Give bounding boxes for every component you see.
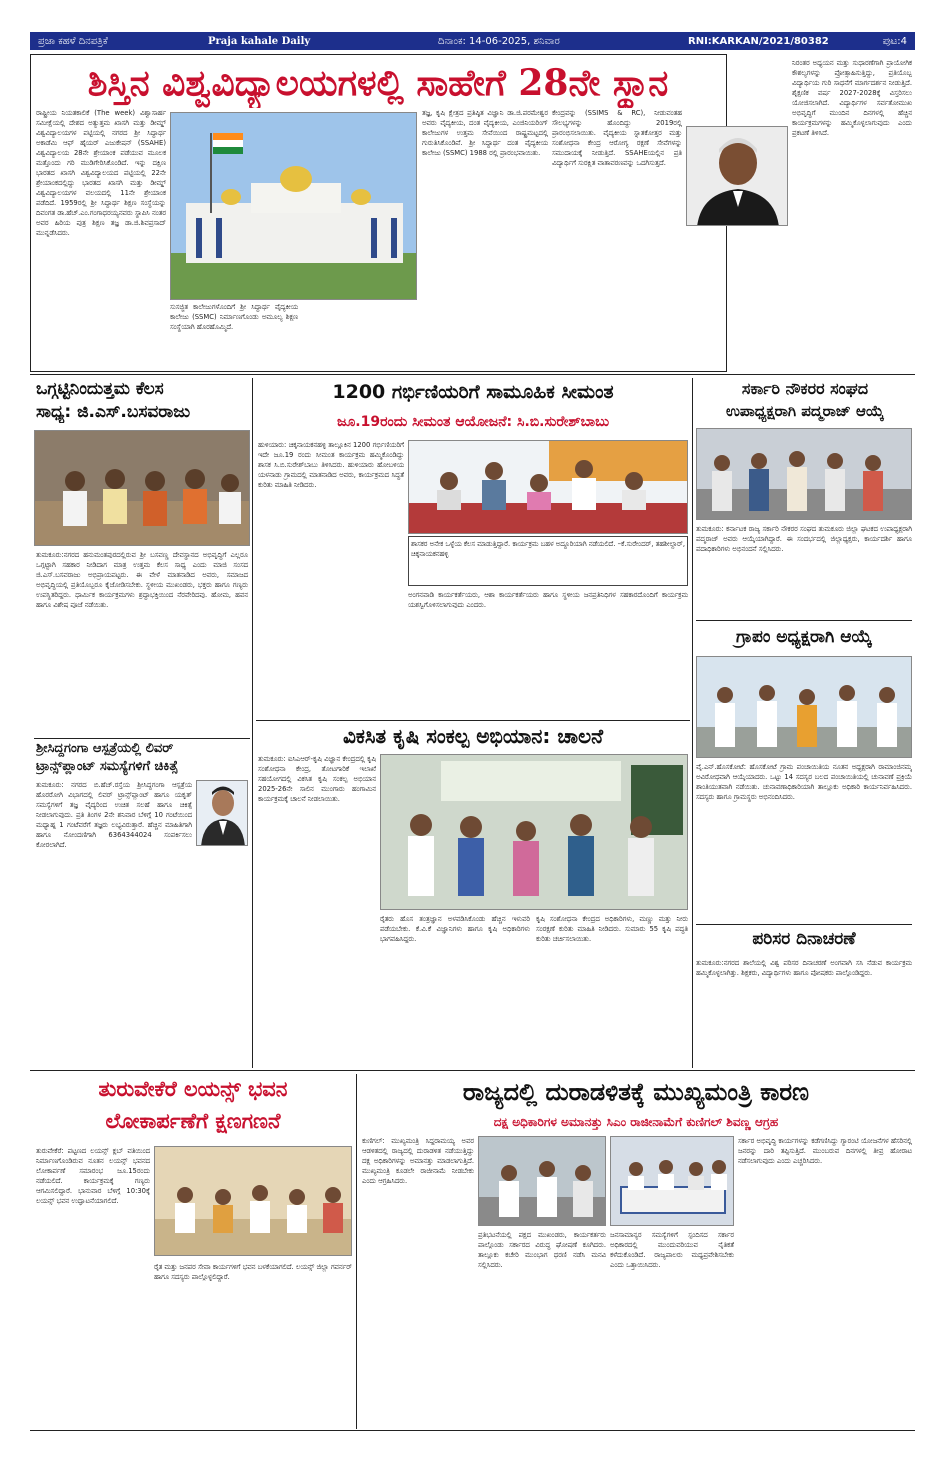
rule-col-right	[692, 378, 693, 1068]
masthead-title: Praja kahale Daily	[208, 35, 311, 47]
seemantha-body-1: ಹುಳಿಯಾರು: ಚಿಕ್ಕನಾಯಕನಹಳ್ಳಿ ತಾಲ್ಲೂಕಿನ 1200 ಗರ್ಭಿಣಿಯರಿಗೆ ಇದೇ ಜೂ.19 ರಂದು ಸೀಮಂತ ಕಾರ್ಯಕ್ರಮ ಹಮ್ಮಿಕೊಂಡಿದ್ದು ಶಾಸಕ ಸಿ.ಬಿ.ಸುರೇಶ್‌ಬಾಬು ತಿಳಿಸಿದರು. ಹುಳಿಯಾರು ಹೋಬಳಿಯ ಯಳನಾಡು ಗ್ರಾಮದಲ್ಲಿ ಮಾತನಾಡಿದ ಅವರು, ಕಾರ್ಯಕ್ರಮದ ಸಿದ್ಧತೆ ಕುರಿತು ಮಾಹಿತಿ ನೀಡಿದರು.	[258, 441, 404, 489]
lead-col1: ರಾಷ್ಟ್ರೀಯ ನಿಯತಕಾಲಿಕೆ (The week) ವಿಶ್ವಾಸಾರ್ಹ ಸಮೀಕ್ಷೆಯಲ್ಲಿ ದೇಶದ ಅತ್ಯುತ್ತಮ ಖಾಸಗಿ ಮತ್ತು ಡೀಮ್ಡ್ ವಿಶ್ವವಿದ್ಯಾಲಯಗಳ ಪಟ್ಟಿಯಲ್ಲಿ ನಗರದ ಶ್ರೀ ಸಿದ್ಧಾರ್ಥ ಅಕಾಡೆಮಿ ಆಫ್ ಹೈಯರ್ ಎಜುಕೇಷನ್ (SSAHE) ವಿಶ್ವವಿದ್ಯಾಲಯ 28ನೇ ಶ್ರೇಯಾಂಕ ಪಡೆಯುವ ಮೂಲಕ ಮತ್ತೊಂದು ಗರಿ ಮುಡಿಗೇರಿಸಿಕೊಂಡಿದೆ. ಇನ್ನು ದಕ್ಷಿಣ ಭಾರತದ ಖಾಸಗಿ ವಿಶ್ವವಿದ್ಯಾಲಯದ ಪಟ್ಟಿಯಲ್ಲಿ 22ನೇ ಶ್ರೇಯಾಂಕದಲ್ಲಿದ್ದು ಭಾರತದ ಖಾಸಗಿ ಮತ್ತು ಡೀಮ್ಡ್ ವಿಶ್ವವಿದ್ಯಾಲಯಗಳ ವಲಯದಲ್ಲಿ 11ನೇ ಶ್ರೇಯಾಂಕ ಪಡೆದಿದೆ. 1959ರಲ್ಲಿ ಶ್ರೀ ಸಿದ್ಧಾರ್ಥ ಶಿಕ್ಷಣ ಸಂಸ್ಥೆಯನ್ನು ದಿವಂಗತ ಡಾ.ಹೆಚ್.ಎಂ.ಗಂಗಾಧರಯ್ಯನವರು ಸ್ಥಾಪಿಸಿ ನಂತರ ಅವರ ಹಿರಿಯ ಪುತ್ರ ಶಿಕ್ಷಣ ತಜ್ಞ ಡಾ.ಜಿ.ಶಿವಪ್ರಸಾದ್ ಮುನ್ನಡೆಸಿದರು.	[36, 109, 166, 237]
union-photo	[696, 428, 912, 520]
lead-col3: ತಜ್ಞ, ಕೃಷಿ ಕ್ಷೇತ್ರದ ಪ್ರತಿಷ್ಠಿತ ವಿಜ್ಞಾನಿ ಡಾ.ಜಿ.ಪರಮೇಶ್ವರ ಅವರು ವೈದ್ಯಕೀಯ, ದಂತ ವೈದ್ಯಕೀಯ, ಎಂಜಿನಿಯರಿಂಗ್ ಕಾಲೇಜುಗಳ ಉತ್ತಮ ಸೇವೆಯಿಂದ ರಾಷ್ಟ್ರಮಟ್ಟದಲ್ಲಿ ಗುರುತಿಸಿಕೊಂಡಿವೆ. ಶ್ರೀ ಸಿದ್ಧಾರ್ಥ ದಂತ ವೈದ್ಯಕೀಯ ಕಾಲೇಜು (SSMC) 1988 ರಲ್ಲಿ ಪ್ರಾರಂಭವಾಯಿತು.	[422, 109, 548, 157]
cm-headline: ರಾಜ್ಯದಲ್ಲಿ ದುರಾಡಳಿತಕ್ಕೆ ಮುಖ್ಯಮಂತ್ರಿ ಕಾರಣ	[462, 1078, 810, 1106]
masthead-bar	[30, 32, 915, 50]
masthead-page: ಪುಟ:4	[882, 35, 907, 47]
lead-col5: ನಿರಂತರ ಅಧ್ಯಯನ ಮತ್ತು ಸುಧಾರಣೆಗಾಗಿ ಪ್ರಾಯೋಗಿಕ ಕೌಶಲ್ಯಗಳನ್ನು ಪ್ರೋತ್ಸಾಹಿಸುತ್ತಿದ್ದು, ಪ್ರತಿಯೊಬ್ಬ ವಿದ್ಯಾರ್ಥಿಯ ಗುರಿ ಸಾಧನೆಗೆ ಮಾರ್ಗದರ್ಶನ ನೀಡುತ್ತಿದೆ. ಶೈಕ್ಷಣಿಕ ವರ್ಷ 2027-2028ಕ್ಕೆ ವಿಸ್ತರಿಸಲು ಯೋಜಿಸಲಾಗಿದೆ. ವಿದ್ಯಾರ್ಥಿಗಳ ಸರ್ವತೋಮುಖ ಅಭಿವೃದ್ಧಿಗೆ ಮುಂದಿನ ದಿನಗಳಲ್ಲಿ ಹೆಚ್ಚಿನ ಕಾರ್ಯಕ್ರಮಗಳನ್ನು ಹಮ್ಮಿಕೊಳ್ಳಲಾಗುವುದು ಎಂದು ಪ್ರಕಟಣೆ ತಿಳಿಸಿದೆ.	[792, 59, 912, 137]
lead-headline: ಶಿಸ್ತಿನ ವಿಶ್ವವಿದ್ಯಾಲಯಗಳಲ್ಲಿ ಸಾಹೇಗೆ 28ನೇ ಸ್ಥಾನ	[87, 62, 669, 104]
krishi-headline: ವಿಕಸಿತ ಕೃಷಿ ಸಂಕಲ್ಪ ಅಭಿಯಾನ: ಚಾಲನೆ	[343, 724, 603, 748]
seemantha-body-2: ಅಂಗನವಾಡಿ ಕಾರ್ಯಕರ್ತೆಯರು, ಆಶಾ ಕಾರ್ಯಕರ್ತೆಯರು ಹಾಗೂ ಸ್ಥಳೀಯ ಜನಪ್ರತಿನಿಧಿಗಳ ಸಹಕಾರದೊಂದಿಗೆ ಕಾರ್ಯಕ್ರಮ ಯಶಸ್ವಿಗೊಳಿಸಲಾಗುವುದು ಎಂದರು.	[408, 591, 688, 609]
lead-col4: ಕೇಂದ್ರವನ್ನು (SSIMS & RC), ನೀಡುವಂತಹ ಸೌಲಭ್ಯಗಳನ್ನು ಹೊಂದಿದ್ದು 2019ರಲ್ಲಿ ಪ್ರಾರಂಭಿಸಲಾಯಿತು. ವೈದ್ಯಕೀಯ ಸ್ನಾತಕೋತ್ತರ ಮತ್ತು ಸಂಶೋಧನಾ ಕೇಂದ್ರ ಆರೋಗ್ಯ ರಕ್ಷಣೆ ಸೇವೆಗಳನ್ನು ಸಮುದಾಯಕ್ಕೆ ನೀಡುತ್ತಿದೆ. SSAHEಯಲ್ಲಿನ ಪ್ರತಿ ವಿದ್ಯಾರ್ಥಿಗೆ ಸುರಕ್ಷಿತ ವಾತಾವರಣವನ್ನು ಒದಗಿಸುತ್ತದೆ.	[552, 109, 682, 167]
liver-headline-2: ಟ್ರಾನ್ಸ್‌ಪ್ಲಾಂಟ್ ಸಮಸ್ಯೆಗಳಿಗೆ ಚಿಕಿತ್ಸೆ	[36, 759, 179, 774]
work-photo	[34, 430, 250, 546]
grama-body: ವೈ.ಎನ್.ಹೊಸಕೋಟೆ: ಹೊಸಕೋಟೆ ಗ್ರಾಮ ಪಂಚಾಯಿತಿಯ ನೂತನ ಅಧ್ಯಕ್ಷರಾಗಿ ರಾಮಾಂಜಿನಮ್ಮ ಅವಿರೋಧವಾಗಿ ಆಯ್ಕೆಯಾದರು. ಒಟ್ಟು 14 ಸದಸ್ಯರ ಬಲದ ಪಂಚಾಯಿತಿಯಲ್ಲಿ ಚುನಾವಣೆ ಪ್ರಕ್ರಿಯೆ ಶಾಂತಿಯುತವಾಗಿ ನಡೆಯಿತು. ಚುನಾವಣಾಧಿಕಾರಿಯಾಗಿ ತಾಲ್ಲೂಕು ಅಧಿಕಾರಿ ಕಾರ್ಯನಿರ್ವಹಿಸಿದರು. ಸದಸ್ಯರು ಹಾಗೂ ಗ್ರಾಮಸ್ಥರು ಅಭಿನಂದಿಸಿದರು.	[696, 763, 912, 801]
liver-headline-1: ಶ್ರೀಸಿದ್ದಗಂಗಾ ಆಸ್ಪತ್ರೆಯಲ್ಲಿ ಲಿವರ್	[36, 741, 174, 756]
seemantha-photo	[408, 440, 688, 534]
rule-col-left	[252, 378, 253, 1068]
lions-headline-2: ಲೋಕಾರ್ಪಣೆಗೆ ಕ್ಷಣಗಣನೆ	[105, 1109, 281, 1133]
grama-headline: ಗ್ರಾಪಂ ಅಧ್ಯಕ್ಷರಾಗಿ ಆಯ್ಕೆ	[736, 627, 872, 647]
env-headline: ಪರಿಸರ ದಿನಾಚರಣೆ	[752, 929, 856, 949]
rule-liver-top	[34, 738, 250, 739]
masthead-left: ಪ್ರಜಾ ಕಹಳೆ ದಿನಪತ್ರಿಕೆ	[38, 35, 108, 47]
seemantha-subhead: ಜೂ.19ರಂದು ಸೀಮಂತ ಆಯೋಜನೆ: ಸಿ.ಬಿ.ಸುರೇಶ್‌ಬಾಬು	[336, 414, 610, 430]
seemantha-caption: ಶಾಸಕರ ಅನೇಕ ಒಳ್ಳೆಯ ಕೆಲಸ ಮಾಡುತ್ತಿದ್ದಾರೆ. ಕಾರ್ಯಕ್ರಮ ಬಹಳ ಅದ್ಧೂರಿಯಾಗಿ ನಡೆಯಲಿದೆ. –ಕೆ.ಸುರೇಂದರ್, ತಹಶೀಲ್ದಾರ್, ಚಿಕ್ಕನಾಯಕನಹಳ್ಳಿ	[408, 536, 688, 586]
university-photo	[170, 112, 417, 300]
rule-lead-bottom	[30, 374, 915, 375]
lions-photo	[154, 1146, 352, 1256]
union-headline-1: ಸರ್ಕಾರಿ ನೌಕರರ ಸಂಘದ	[741, 379, 869, 398]
cm-body-2: ಪ್ರತಿಭಟನೆಯಲ್ಲಿ ಪಕ್ಷದ ಮುಖಂಡರು, ಕಾರ್ಯಕರ್ತರು ಪಾಲ್ಗೊಂಡು ಸರ್ಕಾರದ ವಿರುದ್ಧ ಘೋಷಣೆ ಕೂಗಿದರು. ತಾಲ್ಲೂಕು ಕಚೇರಿ ಮುಂಭಾಗ ಧರಣಿ ನಡೆಸಿ ಮನವಿ ಸಲ್ಲಿಸಿದರು.	[478, 1231, 606, 1269]
doctor-photo	[196, 780, 248, 846]
rule-grama-env	[696, 924, 912, 925]
union-headline-2: ಉಪಾಧ್ಯಕ್ಷರಾಗಿ ಪದ್ಮರಾಜ್ ಆಯ್ಕೆ	[725, 402, 885, 420]
masthead-date: ದಿನಾಂಕ: 14-06-2025, ಶನಿವಾರ	[438, 35, 560, 47]
cm-subhead: ದಕ್ಷ ಅಧಿಕಾರಿಗಳ ಅಮಾನತ್ತು ಸಿಎಂ ರಾಜೀನಾಮೆಗೆ ಕುಣಿಗಲ್ ಶಿವಣ್ಣ ಆಗ್ರಹ	[493, 1115, 779, 1129]
rule-page-bottom	[30, 1430, 915, 1431]
grama-photo	[696, 656, 912, 758]
rule-mid-bottom	[30, 1070, 915, 1071]
cm-photo-2	[610, 1136, 734, 1226]
lions-body-1: ತುರುವೇಕೆರೆ: ಪಟ್ಟಣದ ಲಯನ್ಸ್ ಕ್ಲಬ್ ವತಿಯಿಂದ ನಿರ್ಮಾಣಗೊಂಡಿರುವ ನೂತನ ಲಯನ್ಸ್ ಭವನದ ಲೋಕಾರ್ಪಣೆ ಸಮಾರಂಭ ಜೂ.15ರಂದು ನಡೆಯಲಿದೆ. ಕಾರ್ಯಕ್ರಮಕ್ಕೆ ಗಣ್ಯರು ಆಗಮಿಸಲಿದ್ದಾರೆ. ಭಾನುವಾರ ಬೆಳಿಗ್ಗೆ 10:30ಕ್ಕೆ ಲಯನ್ಸ್ ಭವನ ಉದ್ಘಾಟನೆಯಾಗಲಿದೆ.	[36, 1147, 150, 1205]
masthead-rni: RNI:KARKAN/2021/80382	[688, 35, 829, 47]
krishi-body-3: ಕೃಷಿ ಸಂಶೋಧನಾ ಕೇಂದ್ರದ ಅಧಿಕಾರಿಗಳು, ಮಣ್ಣು ಮತ್ತು ನೀರು ಸಂರಕ್ಷಣೆ ಕುರಿತು ಮಾಹಿತಿ ನೀಡಿದರು. ಸುಮಾರು 55 ಕೃಷಿ ಪದ್ಧತಿ ಕುರಿತು ಚರ್ಚಿಸಲಾಯಿತು.	[536, 915, 688, 943]
work-body: ತುಮಕೂರು:ನಗರದ ಹನುಮಂತಪುರದಲ್ಲಿರುವ ಶ್ರೀ ಬಸವಣ್ಣ ದೇವಸ್ಥಾನದ ಅಭಿವೃದ್ಧಿಗೆ ಎಲ್ಲರೂ ಒಗ್ಗಟ್ಟಾಗಿ ಸಹಕಾರ ನೀಡಿದಾಗ ಮಾತ್ರ ಉತ್ತಮ ಕೆಲಸ ಸಾಧ್ಯ ಎಂದು ಮಾಜಿ ಸಂಸದ ಜಿ.ಎಸ್.ಬಸವರಾಜು ಅಭಿಪ್ರಾಯಪಟ್ಟರು. ಈ ವೇಳೆ ಮಾತನಾಡಿದ ಅವರು, ಸಮಾಜದ ಅಭಿವೃದ್ಧಿಯಲ್ಲಿ ಪ್ರತಿಯೊಬ್ಬರೂ ಕೈಜೋಡಿಸಬೇಕು. ಸ್ಥಳೀಯ ಮುಖಂಡರು, ಭಕ್ತರು ಹಾಗೂ ಗಣ್ಯರು ಉಪಸ್ಥಿತರಿದ್ದರು. ಧಾರ್ಮಿಕ ಕಾರ್ಯಕ್ರಮಗಳು ಶ್ರದ್ಧಾಭಕ್ತಿಯಿಂದ ನೆರವೇರಿದವು. ಹೋಮ, ಹವನ ಹಾಗೂ ವಿಶೇಷ ಪೂಜೆ ನಡೆಯಿತು.	[36, 551, 248, 609]
cm-body-1: ಕುಣಿಗಲ್: ಮುಖ್ಯಮಂತ್ರಿ ಸಿದ್ದರಾಮಯ್ಯ ಅವರ ಆಡಳಿತದಲ್ಲಿ ರಾಜ್ಯದಲ್ಲಿ ದುರಾಡಳಿತ ನಡೆಯುತ್ತಿದ್ದು ದಕ್ಷ ಅಧಿಕಾರಿಗಳನ್ನು ಅಮಾನತ್ತು ಮಾಡಲಾಗುತ್ತಿದೆ. ಮುಖ್ಯಮಂತ್ರಿ ಕೂಡಲೇ ರಾಜೀನಾಮೆ ನೀಡಬೇಕು ಎಂದು ಆಗ್ರಹಿಸಿದರು.	[362, 1137, 474, 1185]
work-headline-2: ಸಾಧ್ಯ: ಜಿ.ಎಸ್.ಬಸವರಾಜು	[36, 402, 191, 422]
lions-headline-1: ತುರುವೇಕೆರೆ ಲಯನ್ಸ್ ಭವನ	[98, 1077, 288, 1101]
union-body: ತುಮಕೂರು: ಕರ್ನಾಟಕ ರಾಜ್ಯ ಸರ್ಕಾರಿ ನೌಕರರ ಸಂಘದ ತುಮಕೂರು ಜಿಲ್ಲಾ ಘಟಕದ ಉಪಾಧ್ಯಕ್ಷರಾಗಿ ಪದ್ಮರಾಜ್ ಅವರು ಆಯ್ಕೆಯಾಗಿದ್ದಾರೆ. ಈ ಸಂದರ್ಭದಲ್ಲಿ ಜಿಲ್ಲಾಧ್ಯಕ್ಷರು, ಕಾರ್ಯದರ್ಶಿ ಹಾಗೂ ಪದಾಧಿಕಾರಿಗಳು ಅಭಿನಂದನೆ ಸಲ್ಲಿಸಿದರು.	[696, 525, 912, 553]
rule-bottom-split	[356, 1074, 357, 1429]
seemantha-headline: 1200 ಗರ್ಭಿಣಿಯರಿಗೆ ಸಾಮೂಹಿಕ ಸೀಮಂತ	[332, 381, 614, 403]
cm-body-3: ಜನಸಾಮಾನ್ಯರ ಸಮಸ್ಯೆಗಳಿಗೆ ಸ್ಪಂದಿಸದ ಸರ್ಕಾರ ಅಧಿಕಾರದಲ್ಲಿ ಮುಂದುವರಿಯುವ ನೈತಿಕತೆ ಕಳೆದುಕೊಂಡಿದೆ. ರಾಜ್ಯಪಾಲರು ಮಧ್ಯಪ್ರವೇಶಿಸಬೇಕು ಎಂದು ಒತ್ತಾಯಿಸಿದರು.	[610, 1231, 734, 1269]
minister-portrait	[686, 126, 788, 226]
krishi-body-1: ತುಮಕೂರು: ಐಸಿಎಆರ್-ಕೃಷಿ ವಿಜ್ಞಾನ ಕೇಂದ್ರದಲ್ಲಿ ಕೃಷಿ ಸಂಶೋಧನಾ ಕೇಂದ್ರ, ತೋಟಗಾರಿಕೆ ಇಲಾಖೆ ಸಹಯೋಗದಲ್ಲಿ ವಿಕಸಿತ ಕೃಷಿ ಸಂಕಲ್ಪ ಅಭಿಯಾನ 2025-26ನೇ ಸಾಲಿನ ಮುಂಗಾರು ಹಂಗಾಮಿನ ಕಾರ್ಯಕ್ರಮಕ್ಕೆ ಚಾಲನೆ ನೀಡಲಾಯಿತು.	[258, 755, 376, 803]
cm-body-4: ಸರ್ಕಾರ ಅಭಿವೃದ್ಧಿ ಕಾರ್ಯಗಳನ್ನು ಕಡೆಗಣಿಸಿದ್ದು ಗ್ಯಾರಂಟಿ ಯೋಜನೆಗಳ ಹೆಸರಿನಲ್ಲಿ ಜನರನ್ನು ದಾರಿ ತಪ್ಪಿಸುತ್ತಿದೆ. ಮುಂಬರುವ ದಿನಗಳಲ್ಲಿ ತೀವ್ರ ಹೋರಾಟ ನಡೆಸಲಾಗುವುದು ಎಂದು ಎಚ್ಚರಿಸಿದರು.	[738, 1137, 912, 1165]
lead-col2: ಸುಸಜ್ಜಿತ ಕಾಲೇಜುಗಳೊಂದಿಗೆ ಶ್ರೀ ಸಿದ್ಧಾರ್ಥ ವೈದ್ಯಕೀಯ ಕಾಲೇಜು (SSMC) ನಿರ್ಮಾಣಗೊಂಡು ಅಮೂಲ್ಯ ಶಿಕ್ಷಣ ಸಂಸ್ಥೆಯಾಗಿ ಹೊರಹೊಮ್ಮಿದೆ.	[170, 303, 298, 331]
work-headline-1: ಒಗ್ಗಟ್ಟಿನಿಂದುತ್ತಮ ಕೆಲಸ	[36, 379, 164, 399]
krishi-body-2: ರೈತರು ಹೊಸ ತಂತ್ರಜ್ಞಾನ ಅಳವಡಿಸಿಕೊಂಡು ಹೆಚ್ಚಿನ ಇಳುವರಿ ಪಡೆಯಬೇಕು. ಕೆ.ವಿ.ಕೆ ವಿಜ್ಞಾನಿಗಳು ಹಾಗೂ ಕೃಷಿ ಅಧಿಕಾರಿಗಳು ಭಾಗವಹಿಸಿದ್ದರು.	[380, 915, 530, 943]
env-body: ತುಮಕೂರು:ನಗರದ ಶಾಲೆಯಲ್ಲಿ ವಿಶ್ವ ಪರಿಸರ ದಿನಾಚರಣೆ ಅಂಗವಾಗಿ ಸಸಿ ನೆಡುವ ಕಾರ್ಯಕ್ರಮ ಹಮ್ಮಿಕೊಳ್ಳಲಾಗಿತ್ತು. ಶಿಕ್ಷಕರು, ವಿದ್ಯಾರ್ಥಿಗಳು ಹಾಗೂ ಪೋಷಕರು ಪಾಲ್ಗೊಂಡಿದ್ದರು.	[696, 959, 912, 977]
krishi-photo	[380, 754, 688, 910]
lions-body-2: ರೈತ ಮತ್ತು ಜನಪರ ಸೇವಾ ಕಾರ್ಯಗಳಿಗೆ ಭವನ ಬಳಕೆಯಾಗಲಿದೆ. ಲಯನ್ಸ್ ಜಿಲ್ಲಾ ಗವರ್ನರ್ ಹಾಗೂ ಸದಸ್ಯರು ಪಾಲ್ಗೊಳ್ಳಲಿದ್ದಾರೆ.	[154, 1263, 352, 1281]
cm-photo-1	[478, 1136, 606, 1226]
liver-body: ತುಮಕೂರು: ನಗರದ ಬಿ.ಹೆಚ್.ರಸ್ತೆಯ ಶ್ರೀಸಿದ್ಧಗಂಗಾ ಆಸ್ಪತ್ರೆಯ ಹೊರರೋಗಿ ವಿಭಾಗದಲ್ಲಿ ಲಿವರ್ ಟ್ರಾನ್ಸ್‌ಪ್ಲಾಂಟ್ ಹಾಗೂ ಯಕೃತ್ ಸಮಸ್ಯೆಗಳಿಗೆ ತಜ್ಞ ವೈದ್ಯರಿಂದ ಉಚಿತ ಸಲಹೆ ಹಾಗೂ ಚಿಕಿತ್ಸೆ ನೀಡಲಾಗುವುದು. ಪ್ರತಿ ತಿಂಗಳ 2ನೇ ಶನಿವಾರ ಬೆಳಿಗ್ಗೆ 10 ಗಂಟೆಯಿಂದ ಮಧ್ಯಾಹ್ನ 1 ಗಂಟೆವರೆಗೆ ತಜ್ಞರು ಲಭ್ಯವಿರುತ್ತಾರೆ. ಹೆಚ್ಚಿನ ಮಾಹಿತಿಗಾಗಿ ಹಾಗೂ ನೋಂದಣಿಗಾಗಿ 6364344024 ಸಂಪರ್ಕಿಸಲು ಕೋರಲಾಗಿದೆ.	[36, 781, 192, 849]
rule-union-grama	[696, 620, 912, 621]
rule-seemantha-krishi	[256, 720, 690, 721]
